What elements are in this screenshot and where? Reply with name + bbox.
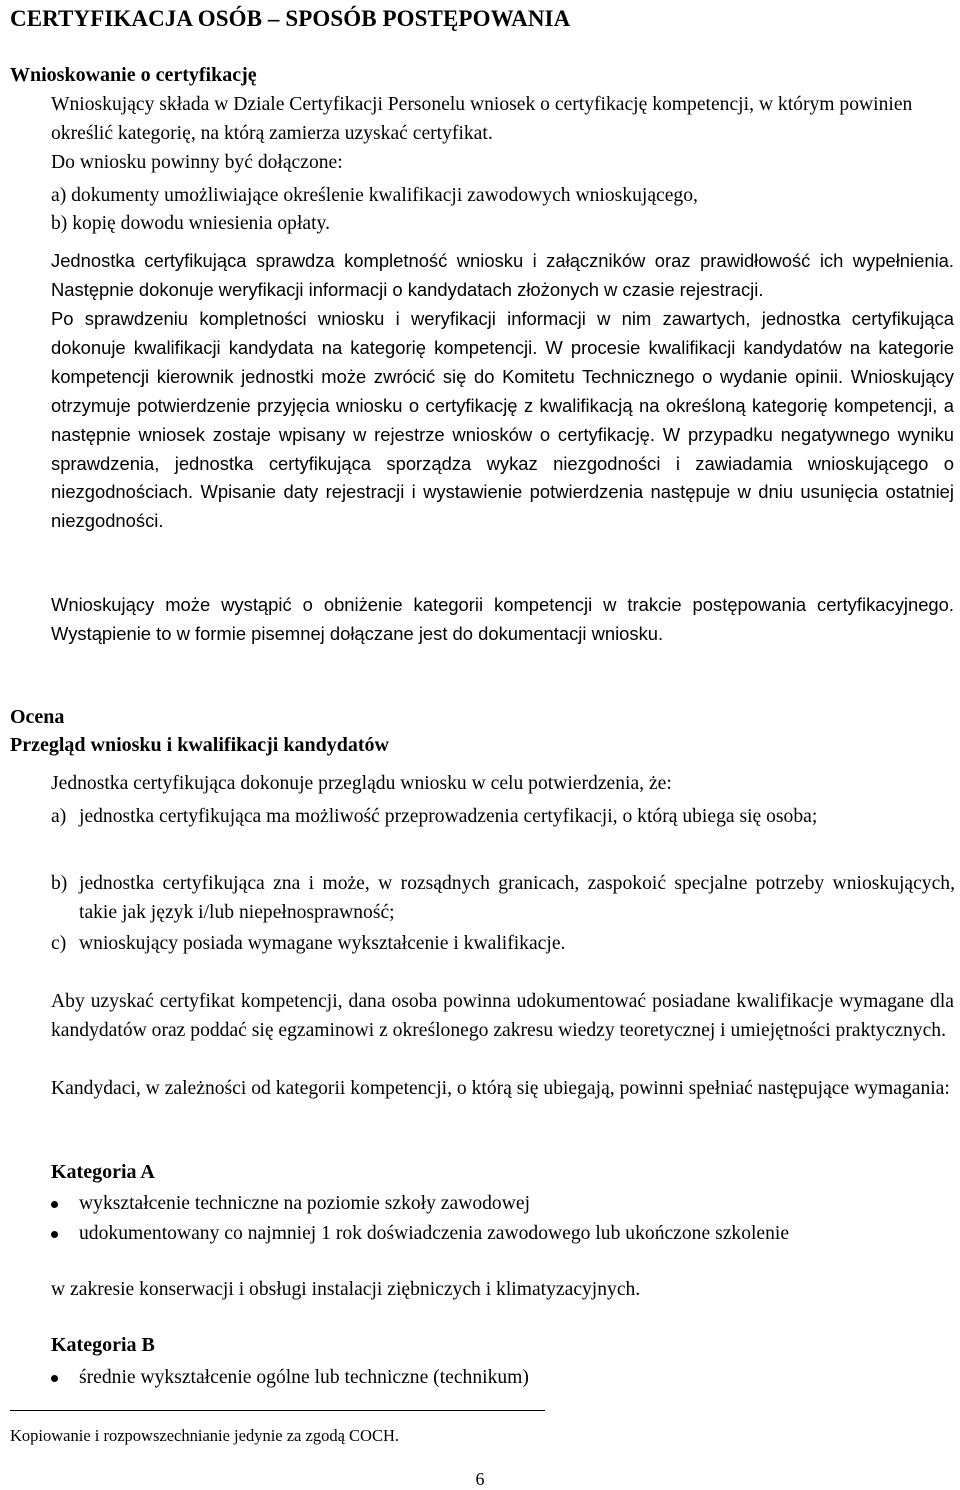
paragraph-wniosek: Wnioskujący składa w Dziale Certyfikacji Personelu wniosek o certyfikację kompetencji, w którym powinien określić kategorię, na którą zamierza uzyskać certyfikat.: [51, 94, 913, 144]
page-number: 6: [475, 1469, 485, 1489]
list-item-text: jednostka certyfikująca ma możliwość przeprowadzenia certyfikacji, o którą ubiega się osoba;: [79, 806, 818, 827]
paragraph-kwalifikacja: Po sprawdzeniu kompletności wniosku i weryfikacji informacji w nim zawartych, jednostka certyfikująca dokonuje kwalifikacji kandydata na kategorię kompetencji. W procesie kwalifikacji kandydatów na kategorie kompetencji kierownik jednostki może zwrócić się do Komitetu Technicznego o wydanie opinii. Wnioskujący otrzymuje potwierdzenie przyjęcia wniosku o certyfikację z kwalifikacją na określoną kategorię kompetencji, a następnie wniosek zostaje wpisany w rejestrze wniosków o certyfikację. W przypadku negatywnego wyniku sprawdzenia, jednostka certyfikująca sporządza wykaz niezgodności i zawiadamia wnioskującego o niezgodnościach. Wpisanie daty rejestracji i wystawienie potwierdzenia następuje w dniu usunięcia ostatniej niezgodności.: [51, 308, 954, 532]
list-item-text: średnie wykształcenie ogólne lub techniczne (technikum): [79, 1367, 529, 1388]
paragraph-obnizenie: Wnioskujący może wystąpić o obniżenie kategorii kompetencji w trakcie postępowania certyfikacyjnego. Wystąpienie to w formie pisemnej dołączane jest do dokumentacji wniosku.: [51, 594, 954, 644]
paragraph-wymagania: Kandydaci, w zależności od kategorii kompetencji, o którą się ubiegają, powinni spełniać następujące wymagania:: [51, 1078, 950, 1099]
list-item-a: a) dokumenty umożliwiające określenie kwalifikacji zawodowych wnioskującego,: [51, 185, 698, 206]
paragraph-certyfikat: Aby uzyskać certyfikat kompetencji, dana osoba powinna udokumentować posiadane kwalifikacje wymagane dla kandydatów oraz poddać się egzaminowi z określonego zakresu wiedzy teoretycznej i umiejętności praktycznych.: [51, 991, 954, 1041]
list-item-text: udokumentowany co najmniej 1 rok doświadczenia zawodowego lub ukończone szkolenie: [79, 1223, 790, 1244]
paragraph-sprawdzenie: Jednostka certyfikująca sprawdza kompletność wniosku i załączników oraz prawidłowość ich wypełnienia. Następnie dokonuje weryfikacji informacji o kandydatach złożonych w czasie rejestracji.: [51, 250, 954, 300]
kategoria-b-heading: Kategoria B: [51, 1334, 155, 1356]
paragraph-dolaczone: Do wniosku powinny być dołączone:: [51, 152, 343, 173]
kategoria-a-heading: Kategoria A: [51, 1161, 155, 1183]
list-item-text: jednostka certyfikująca zna i może, w rozsądnych granicach, zaspokoić specjalne potrzeby wnioskujących, takie jak język i/lub niepełnosprawność;: [79, 873, 955, 923]
list-item-text: wnioskujący posiada wymagane wykształcenie i kwalifikacje.: [79, 933, 566, 954]
page-title: CERTYFIKACJA OSÓB – SPOSÓB POSTĘPOWANIA: [10, 6, 571, 31]
bullet-icon: [51, 1231, 58, 1238]
list-item-text: wykształcenie techniczne na poziomie szkoły zawodowej: [79, 1193, 531, 1214]
list-item-b: b) kopię dowodu wniesienia opłaty.: [51, 213, 330, 234]
list-item-label: b): [51, 873, 68, 894]
list-item-label: a): [51, 806, 67, 827]
list-item-label: c): [51, 933, 67, 954]
bullet-icon: [51, 1201, 58, 1208]
bullet-icon: [51, 1375, 58, 1382]
footnote-divider: [10, 1410, 545, 1411]
section-heading-ocena: Ocena: [10, 706, 65, 728]
paragraph-przeglad-intro: Jednostka certyfikująca dokonuje przeglądu wniosku w celu potwierdzenia, że:: [51, 773, 672, 794]
kategoria-a-tail: w zakresie konserwacji i obsługi instalacji ziębniczych i klimatyzacyjnych.: [51, 1279, 641, 1300]
footer-note: Kopiowanie i rozpowszechnianie jedynie za zgodą COCH.: [10, 1426, 399, 1445]
section-heading-wnioskowanie: Wnioskowanie o certyfikację: [10, 64, 257, 86]
section-subheading-przeglad: Przegląd wniosku i kwalifikacji kandydatów: [10, 734, 389, 756]
